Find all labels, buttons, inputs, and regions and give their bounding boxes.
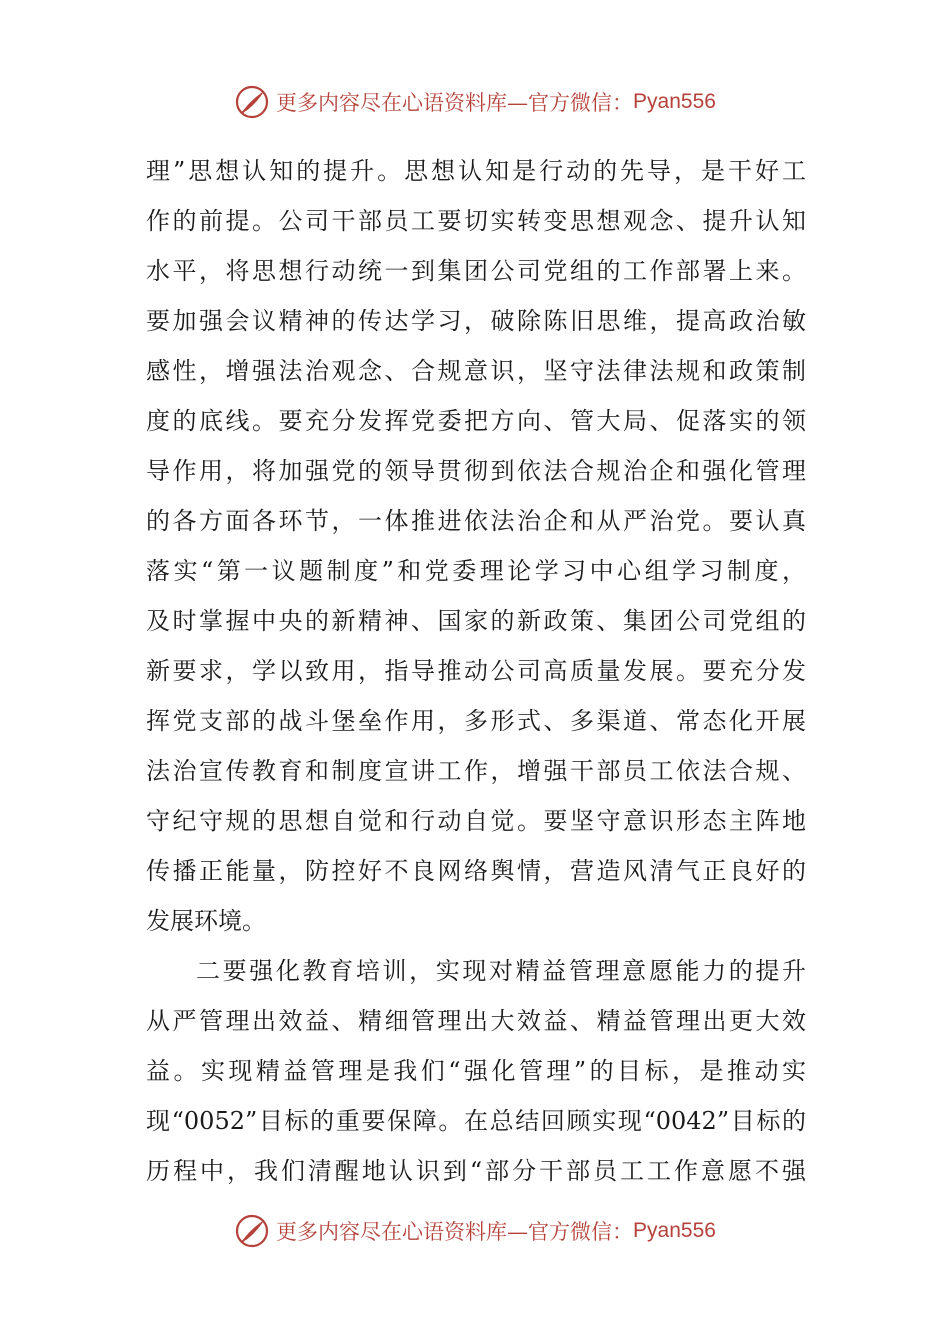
body-line: 落实“第一议题制度”和党委理论学习中心组学习制度， xyxy=(146,557,806,585)
body-line: 益。实现精益管理是我们“强化管理”的目标，是推动实 xyxy=(146,1057,806,1085)
body-line: 导作用，将加强党的领导贯彻到依法合规治企和强化管理 xyxy=(146,457,806,485)
body-line: 及时掌握中央的新精神、国家的新政策、集团公司党组的 xyxy=(146,607,806,635)
body-line: 历程中，我们清醒地认识到“部分干部员工工作意愿不强 xyxy=(146,1157,806,1185)
footer-banner xyxy=(0,1211,950,1251)
header-banner-text: 更多内容尽在心语资料库—官方微信： xyxy=(276,91,634,115)
body-line: 度的底线。要充分发挥党委把方向、管大局、促落实的领 xyxy=(146,407,806,435)
body-line: 发展环境。 xyxy=(146,907,266,935)
quill-logo-icon xyxy=(234,84,270,120)
body-line: 传播正能量，防控好不良网络舆情，营造风清气正良好的 xyxy=(146,857,806,885)
body-line: 理”思想认知的提升。思想认知是行动的先导，是干好工 xyxy=(146,157,806,185)
body-line: 从严管理出效益、精细管理出大效益、精益管理出更大效 xyxy=(146,1007,806,1035)
body-line: 守纪守规的思想自觉和行动自觉。要坚守意识形态主阵地 xyxy=(146,807,806,835)
section-heading-line: 二要强化教育培训，实现对精益管理意愿能力的提升 xyxy=(196,957,806,985)
quill-logo-icon xyxy=(234,1213,270,1249)
body-line: 法治宣传教育和制度宣讲工作，增强干部员工依法合规、 xyxy=(146,757,806,785)
body-line: 作的前提。公司干部员工要切实转变思想观念、提升认知 xyxy=(146,207,806,235)
body-line: 现“0052”目标的重要保障。在总结回顾实现“0042”目标的 xyxy=(146,1107,806,1135)
body-line: 新要求，学以致用，指导推动公司高质量发展。要充分发 xyxy=(146,657,806,685)
body-line: 的各方面各环节，一体推进依法治企和从严治党。要认真 xyxy=(146,507,806,535)
body-line: 感性，增强法治观念、合规意识，坚守法律法规和政策制 xyxy=(146,357,806,385)
header-wechat-id: Pyan556 xyxy=(633,90,716,113)
footer-wechat-id: Pyan556 xyxy=(633,1219,716,1242)
body-line: 水平，将思想行动统一到集团公司党组的工作部署上来。 xyxy=(146,257,806,285)
document-body xyxy=(146,146,806,1196)
header-banner xyxy=(0,82,950,122)
footer-banner-text: 更多内容尽在心语资料库—官方微信： xyxy=(276,1220,634,1244)
body-line: 要加强会议精神的传达学习，破除陈旧思维，提高政治敏 xyxy=(146,307,806,335)
body-line: 挥党支部的战斗堡垒作用，多形式、多渠道、常态化开展 xyxy=(146,707,806,735)
